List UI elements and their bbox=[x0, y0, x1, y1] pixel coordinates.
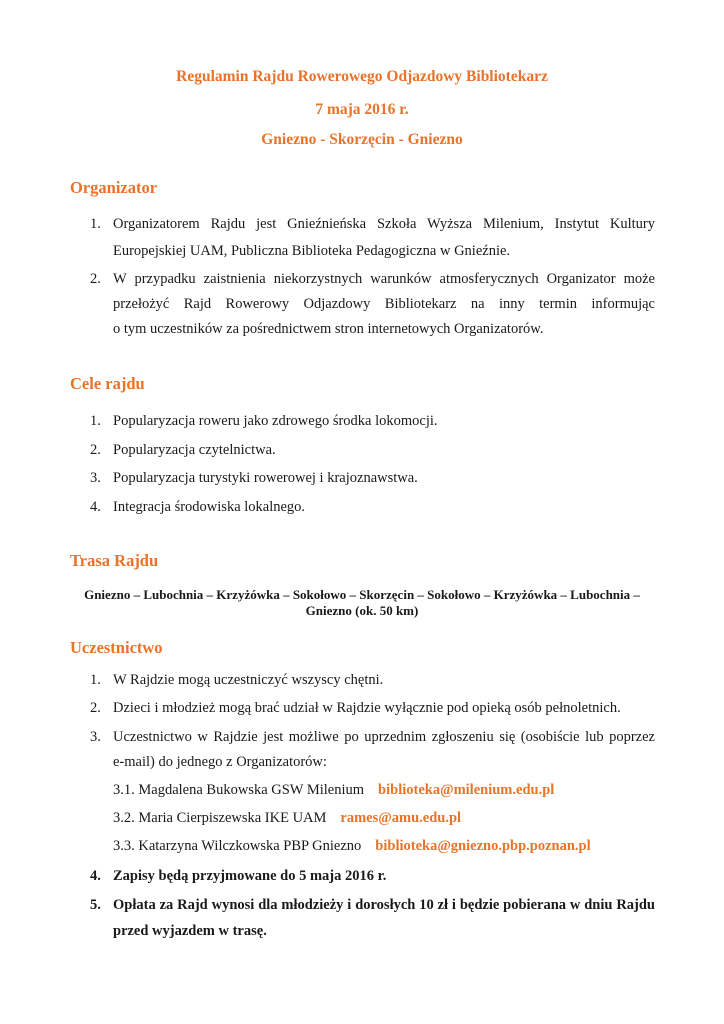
uczestnictwo-item-5-line-2: przed wyjazdem w trasę. bbox=[113, 923, 267, 939]
cele-item-1: Popularyzacja roweru jako zdrowego środka lokomocji. bbox=[113, 413, 438, 429]
contact-row-1 bbox=[113, 782, 554, 799]
contact-name: 3.3. Katarzyna Wilczkowska PBP Gniezno bbox=[113, 838, 362, 854]
organizator-item-2-line-1: W przypadku zaistnienia niekorzystnych warunków atmosferycznych Organizator może bbox=[113, 271, 655, 287]
email-link[interactable]: biblioteka@milenium.edu.pl bbox=[378, 782, 555, 798]
cele-item-3: Popularyzacja turystyki rowerowej i krajoznawstwa. bbox=[113, 470, 418, 486]
organizator-item-2-line-3: o tym uczestników za pośrednictwem stron internetowych Organizatorów. bbox=[113, 321, 544, 337]
contact-row-3 bbox=[113, 838, 591, 855]
list-number: 2. bbox=[90, 700, 101, 716]
uczestnictwo-item-3-line-2: e-mail) do jednego z Organizatorów: bbox=[113, 754, 327, 770]
document-route-title: Gniezno - Skorzęcin - Gniezno bbox=[261, 131, 463, 148]
route-line-2: Gniezno (ok. 50 km) bbox=[305, 603, 419, 618]
contact-name: 3.1. Magdalena Bukowska GSW Milenium bbox=[113, 782, 365, 798]
list-number: 2. bbox=[90, 442, 101, 458]
uczestnictwo-item-1: W Rajdzie mogą uczestniczyć wszyscy chętni. bbox=[113, 672, 384, 688]
list-number: 1. bbox=[90, 672, 101, 688]
cele-item-2: Popularyzacja czytelnictwa. bbox=[113, 442, 276, 458]
section-heading-cele: Cele rajdu bbox=[70, 374, 145, 393]
uczestnictwo-item-2: Dzieci i młodzież mogą brać udział w Rajdzie wyłącznie pod opieką osób pełnoletnich. bbox=[113, 700, 621, 716]
list-number: 3. bbox=[90, 470, 101, 486]
uczestnictwo-item-4: Zapisy będą przyjmowane do 5 maja 2016 r. bbox=[113, 868, 387, 884]
organizator-item-2-line-2: przełożyć Rajd Rowerowy Odjazdowy Bibliotekarz na inny termin informując bbox=[113, 296, 655, 312]
cele-item-4: Integracja środowiska lokalnego. bbox=[113, 499, 306, 515]
organizator-item-1-line-1: Organizatorem Rajdu jest Gnieźnieńska Szkoła Wyższa Milenium, Instytut Kultury bbox=[113, 216, 655, 232]
list-number: 3. bbox=[90, 729, 101, 745]
contact-row-2 bbox=[113, 810, 461, 827]
list-number: 4. bbox=[90, 868, 101, 884]
organizator-item-1-line-2: Europejskiej UAM, Publiczna Biblioteka Pedagogiczna w Gnieźnie. bbox=[113, 243, 511, 259]
email-link[interactable]: biblioteka@gniezno.pbp.poznan.pl bbox=[375, 838, 591, 854]
list-number: 1. bbox=[90, 216, 101, 232]
email-link[interactable]: rames@amu.edu.pl bbox=[340, 810, 462, 826]
document-title: Regulamin Rajdu Rowerowego Odjazdowy Bibliotekarz bbox=[176, 68, 548, 85]
list-number: 5. bbox=[90, 897, 101, 913]
list-number: 2. bbox=[90, 271, 101, 287]
list-number: 1. bbox=[90, 413, 101, 429]
section-heading-organizator: Organizator bbox=[70, 178, 158, 197]
contact-name: 3.2. Maria Cierpiszewska IKE UAM bbox=[113, 810, 327, 826]
list-number: 4. bbox=[90, 499, 101, 515]
route-line-1: Gniezno – Lubochnia – Krzyżówka – Sokołowo – Skorzęcin – Sokołowo – Krzyżówka – Lubochnia – bbox=[84, 587, 640, 602]
section-heading-uczestnictwo: Uczestnictwo bbox=[70, 638, 163, 657]
section-heading-trasa: Trasa Rajdu bbox=[70, 551, 159, 570]
uczestnictwo-item-3-line-1: Uczestnictwo w Rajdzie jest możliwe po uprzednim zgłoszeniu się (osobiście lub poprzez bbox=[113, 729, 655, 745]
uczestnictwo-item-5-line-1: Opłata za Rajd wynosi dla młodzieży i dorosłych 10 zł i będzie pobierana w dniu Rajdu bbox=[113, 897, 655, 913]
document-date: 7 maja 2016 r. bbox=[315, 101, 409, 118]
